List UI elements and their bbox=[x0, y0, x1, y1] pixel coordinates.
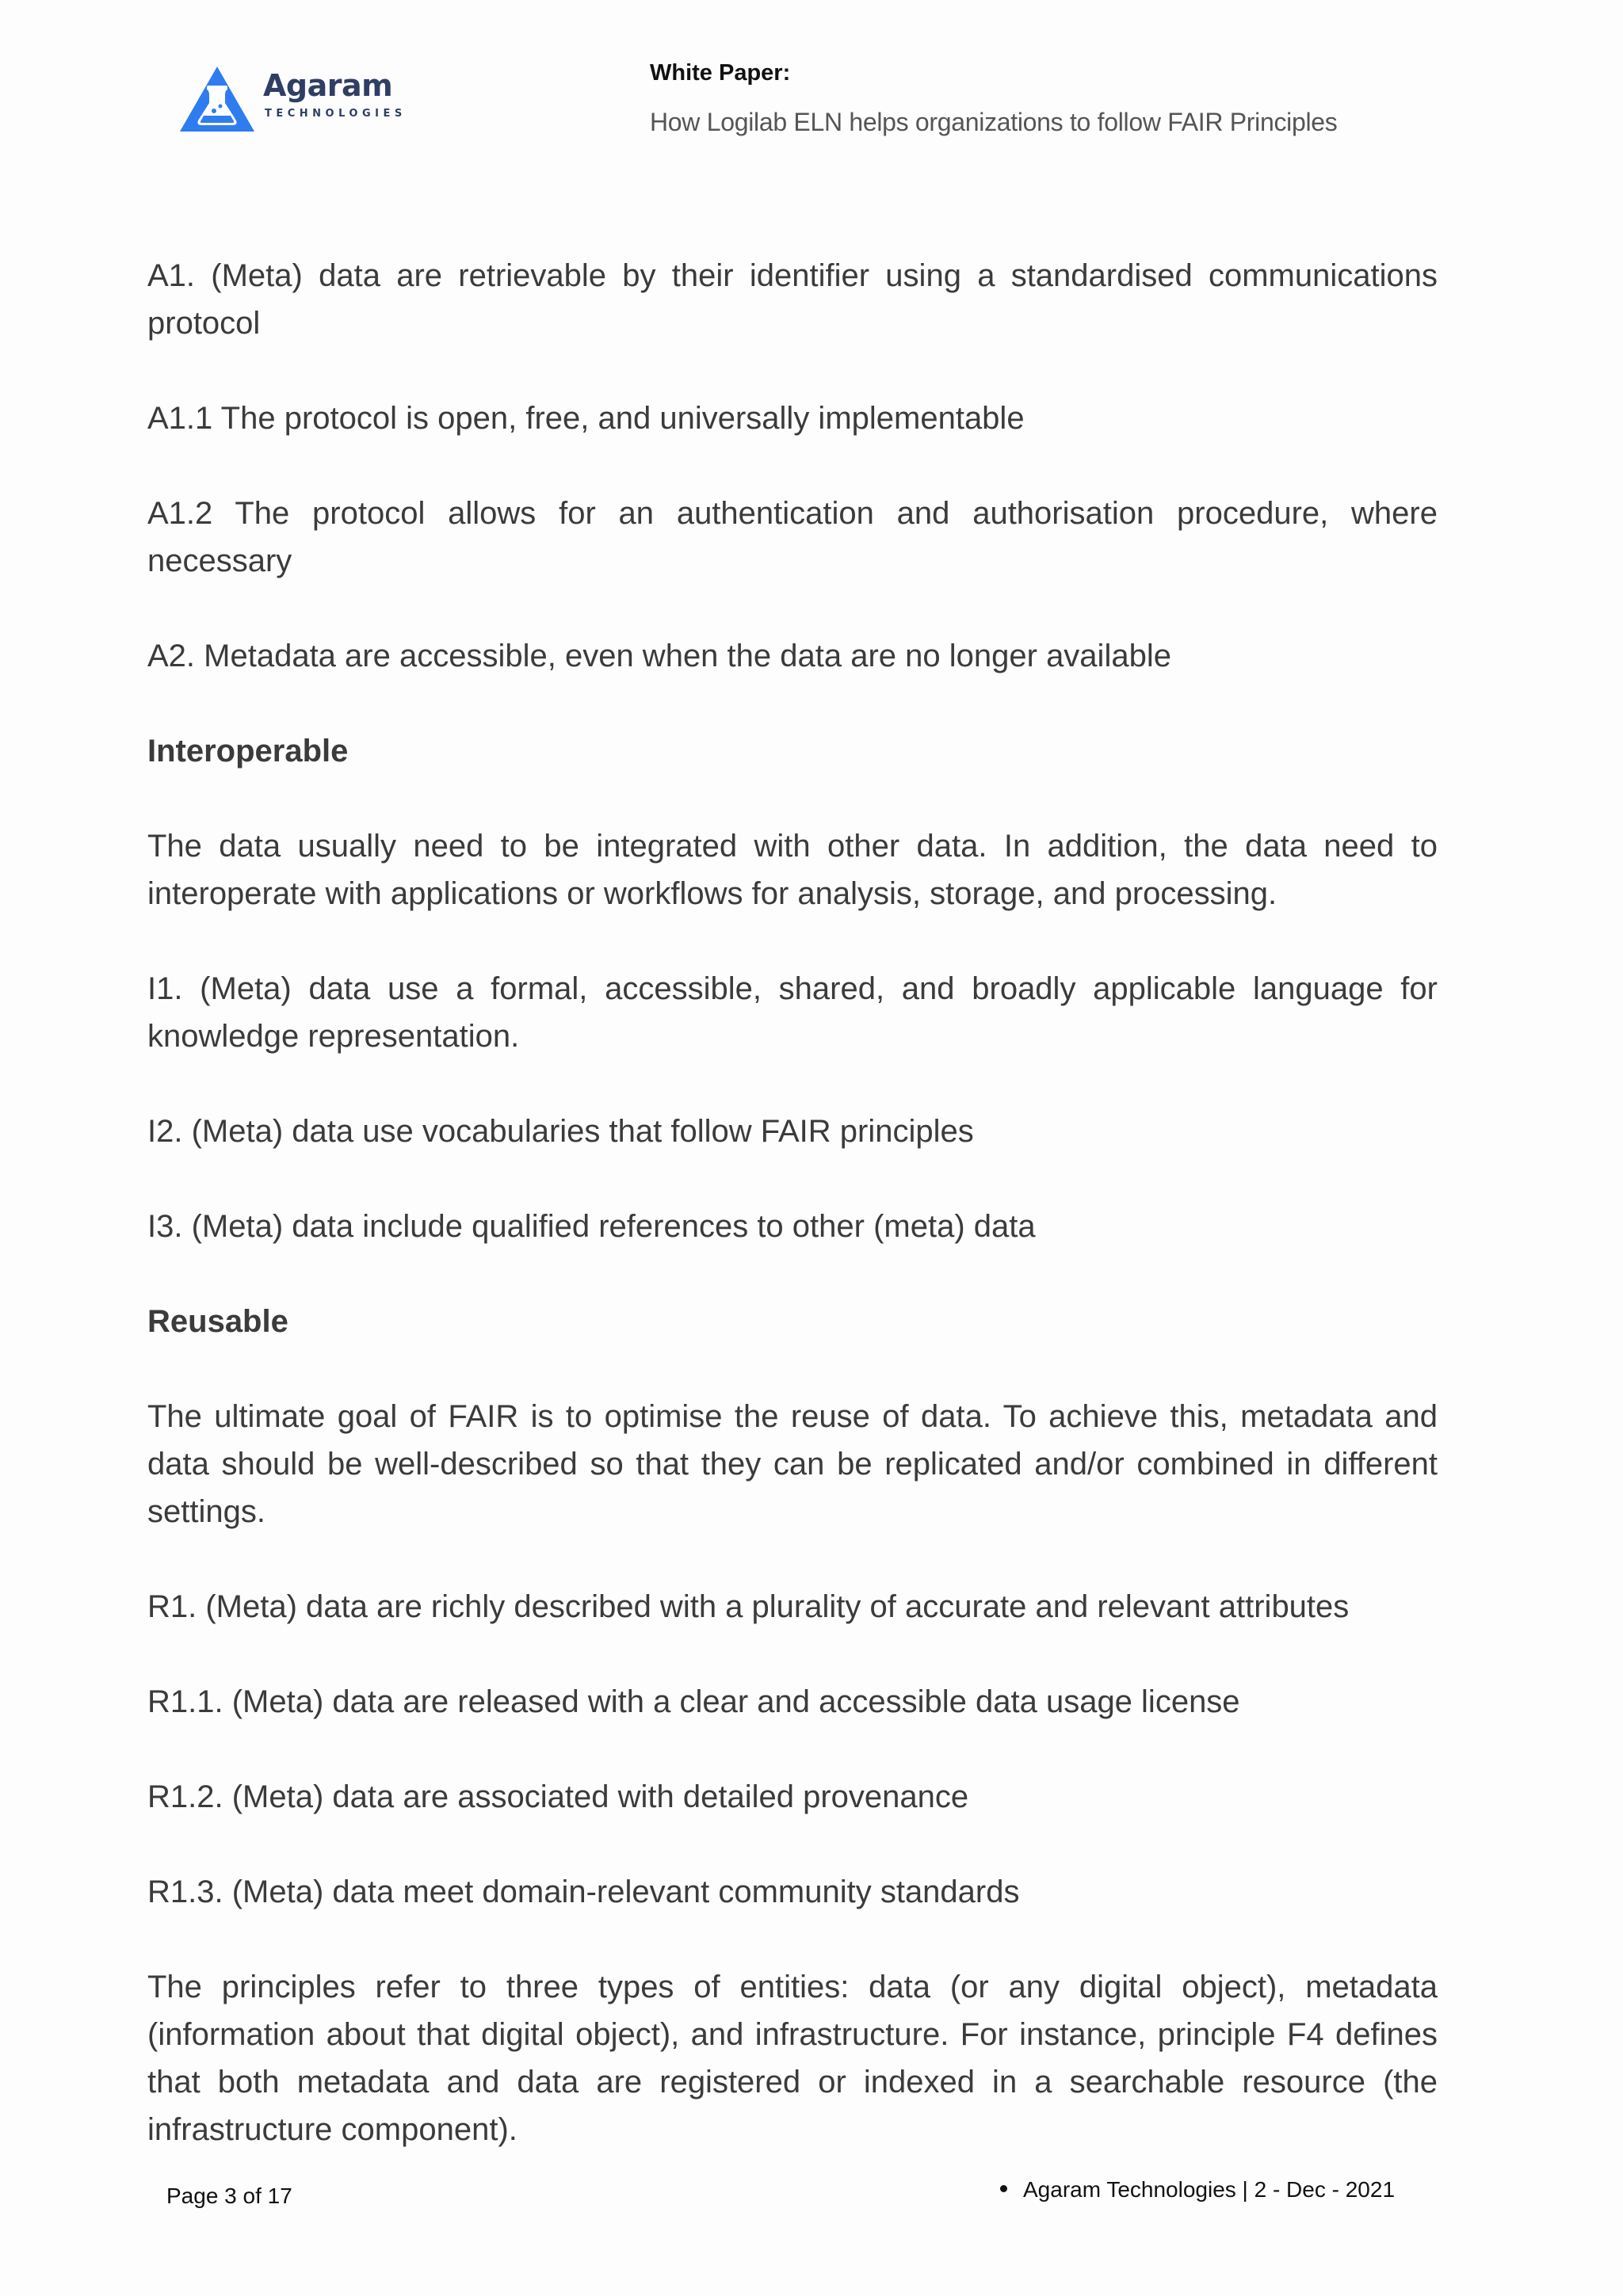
heading-interoperable: Interoperable bbox=[147, 734, 349, 769]
paragraph-r1: R1. (Meta) data are richly described with a plurality of accurate and relevant attributes bbox=[147, 1589, 1350, 1624]
paragraph-r1-3: R1.3. (Meta) data meet domain-relevant community standards bbox=[147, 1875, 1020, 1909]
paragraph-a1: A1. (Meta) data are retrievable by their identifier using a standardised communications protocol bbox=[147, 258, 1438, 341]
header-title: White Paper: bbox=[650, 60, 791, 86]
heading-reusable: Reusable bbox=[147, 1304, 288, 1339]
logo-subtitle: TECHNOLOGIES bbox=[265, 108, 407, 120]
paragraph-i3: I3. (Meta) data include qualified references to other (meta) data bbox=[147, 1209, 1036, 1244]
paragraph-i2: I2. (Meta) data use vocabularies that follow FAIR principles bbox=[147, 1114, 974, 1149]
paragraph-interoperable-intro: The data usually need to be integrated with other data. In addition, the data need to interoperate with applications or workflows for analysis, storage, and processing. bbox=[147, 829, 1438, 911]
flask-logo-icon bbox=[178, 65, 257, 133]
paragraph-r1-2: R1.2. (Meta) data are associated with detailed provenance bbox=[147, 1779, 969, 1814]
paragraph-reusable-intro: The ultimate goal of FAIR is to optimise the reuse of data. To achieve this, metadata and data should be well-described so that they can be replicated and/or combined in different settings. bbox=[147, 1399, 1438, 1529]
paragraph-closing: The principles refer to three types of entities: data (or any digital object), metadata (information about that digital object), and infrastructure. For instance, principle F4 defines that both metadata and data are registered or indexed in a searchable resource (the infrastructure component). bbox=[147, 1970, 1438, 2147]
page-number: Page 3 of 17 bbox=[166, 2183, 292, 2208]
paragraph-a2: A2. Metadata are accessible, even when the data are no longer available bbox=[147, 639, 1171, 673]
logo-name: Agaram bbox=[263, 68, 393, 103]
paragraph-i1: I1. (Meta) data use a formal, accessible, shared, and broadly applicable language for knowledge representation. bbox=[147, 971, 1438, 1054]
paragraph-r1-1: R1.1. (Meta) data are released with a clear and accessible data usage license bbox=[147, 1684, 1240, 1719]
footer-company-date bbox=[1000, 2177, 1395, 2203]
footer-company-date-text: Agaram Technologies | 2 - Dec - 2021 bbox=[1023, 2177, 1396, 2202]
header-subtitle: How Logilab ELN helps organizations to follow FAIR Principles bbox=[650, 108, 1338, 136]
bullet-icon bbox=[1000, 2185, 1007, 2192]
document-body bbox=[147, 252, 1438, 2201]
paragraph-a1-1: A1.1 The protocol is open, free, and universally implementable bbox=[147, 401, 1025, 436]
company-logo bbox=[178, 65, 407, 133]
paragraph-a1-2: A1.2 The protocol allows for an authentication and authorisation procedure, where necessary bbox=[147, 496, 1438, 578]
